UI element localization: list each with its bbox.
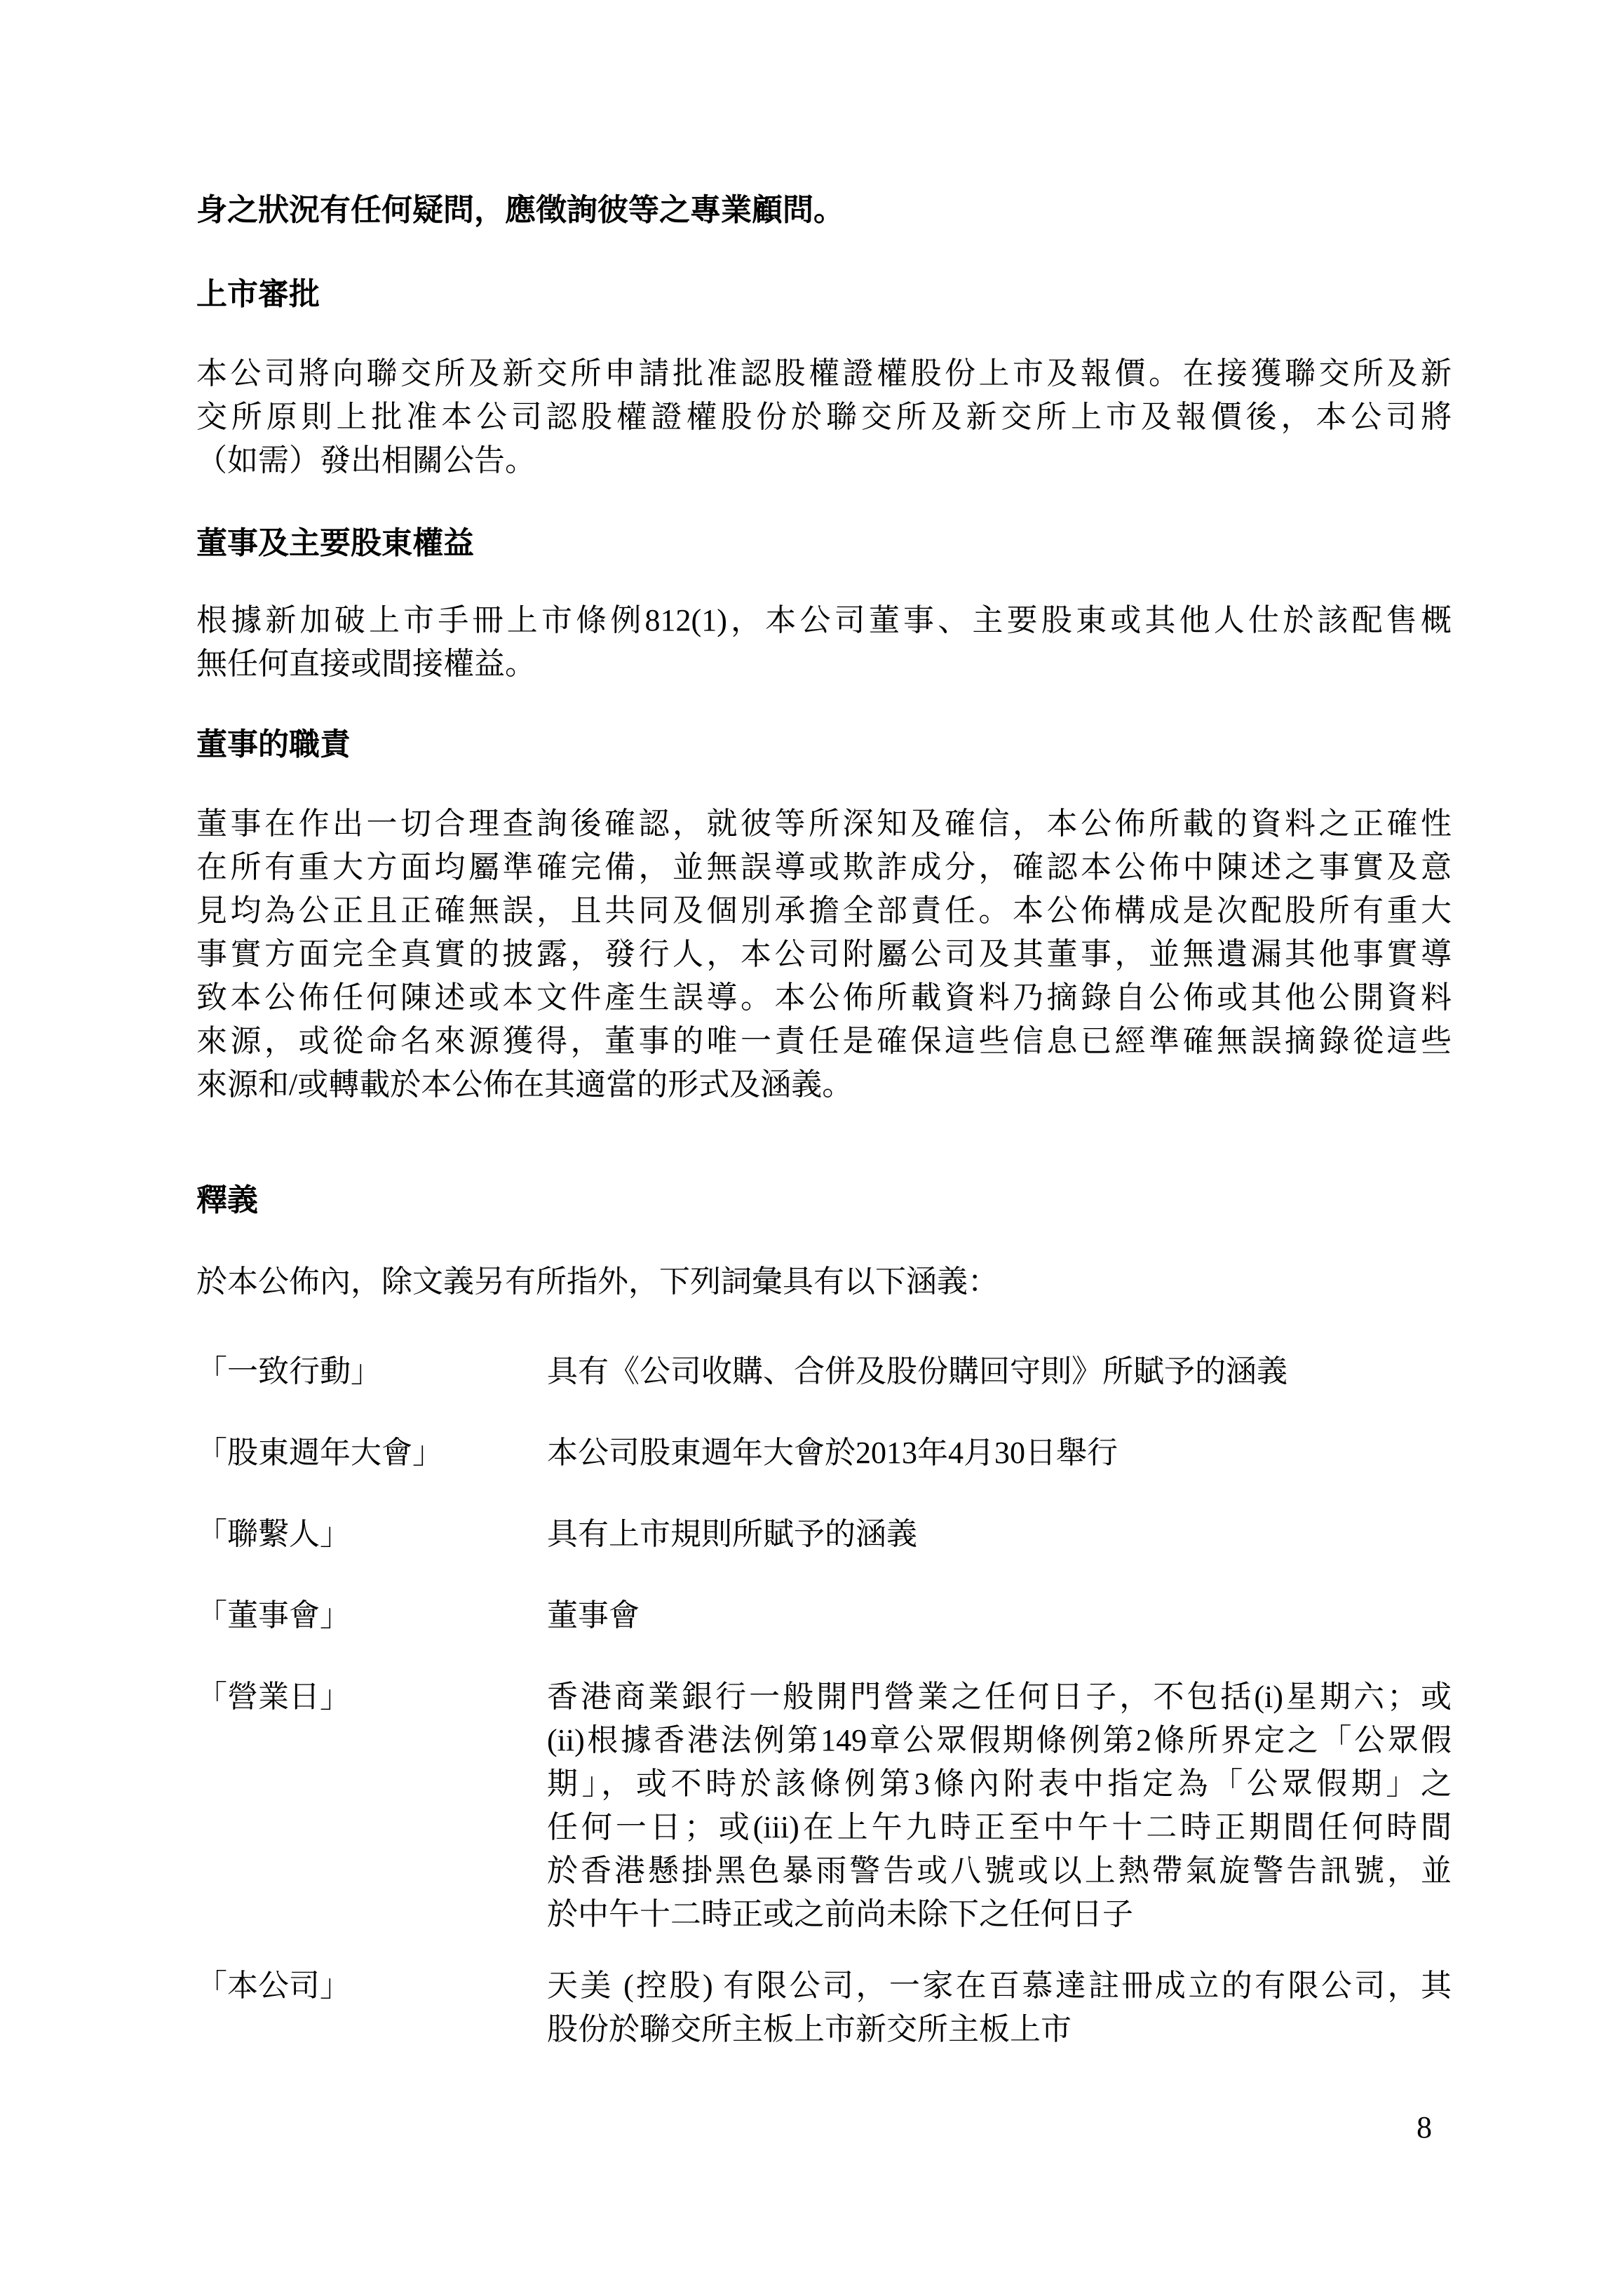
- heading-directors-responsibility: 董事的職責: [196, 727, 351, 762]
- text-line: 事實方面完全真實的披露，發行人，本公司附屬公司及其董事，並無遺漏其他事實導: [196, 937, 1452, 971]
- text-line: 任何一日；或(iii)在上午九時正至中午十二時正期間任何時間: [547, 1810, 1452, 1844]
- heading-directors-substantial-shareholders-interests: 董事及主要股東權益: [196, 526, 474, 560]
- definition-text: [547, 1675, 1452, 1936]
- text-line: 具有《公司收購、合併及股份購回守則》所賦予的涵義: [547, 1354, 1288, 1389]
- text-line: 董事在作出一切合理查詢後確認，就彼等所深知及確信，本公佈所載的資料之正確性: [196, 806, 1452, 841]
- definition-text: [547, 1513, 1452, 1556]
- definitions-intro-line: 於本公佈內，除文義另有所指外，下列詞彙具有以下涵義：: [196, 1264, 999, 1299]
- text-line: 致本公佈任何陳述或本文件產生誤導。本公佈所載資料乃摘錄自公佈或其他公開資料: [196, 980, 1452, 1015]
- definitions-list: [196, 1350, 1452, 2051]
- definition-term: 「聯繫人」: [196, 1517, 351, 1551]
- heading-definitions: 釋義: [196, 1183, 258, 1217]
- definition-row: [196, 1964, 1452, 2051]
- text-line: 在所有重大方面均屬準確完備，並無誤導或欺詐成分，確認本公佈中陳述之事實及意: [196, 850, 1452, 884]
- text-line: 於中午十二時正或之前尚未除下之任何日子: [547, 1897, 1133, 1931]
- intro-disclaimer-line: 身之狀況有任何疑問，應徵詢彼等之專業顧問。: [196, 193, 844, 227]
- text-line: 天美 (控股) 有限公司，一家在百慕達註冊成立的有限公司，其: [547, 1969, 1452, 2003]
- text-line: 本公司股東週年大會於2013年4月30日舉行: [547, 1436, 1118, 1470]
- heading-listing-approval: 上市審批: [196, 277, 320, 311]
- paragraph-directors-responsibility: [196, 802, 1452, 1107]
- text-line: （如需）發出相關公告。: [196, 443, 536, 478]
- definition-text: [547, 1431, 1452, 1475]
- definition-term: 「董事會」: [196, 1598, 351, 1633]
- paragraph-directors-interests: [196, 599, 1452, 686]
- text-line: 期」，或不時於該條例第3條內附表中指定為「公眾假期」之: [547, 1767, 1452, 1801]
- text-line: 交所原則上批准本公司認股權證權股份於聯交所及新交所上市及報價後，本公司將: [196, 400, 1452, 434]
- document-content: [196, 189, 1452, 2149]
- text-line: 來源和/或轉載於本公佈在其適當的形式及涵義。: [196, 1067, 853, 1102]
- text-line: 本公司將向聯交所及新交所申請批准認股權證權股份上市及報價。在接獲聯交所及新: [196, 356, 1452, 391]
- text-line: 股份於聯交所主板上市新交所主板上市: [547, 2012, 1072, 2046]
- text-line: 來源，或從命名來源獲得，董事的唯一責任是確保這些信息已經準確無誤摘錄從這些: [196, 1024, 1452, 1058]
- text-line: 於香港懸掛黑色暴雨警告或八號或以上熱帶氣旋警告訊號，並: [547, 1853, 1452, 1888]
- definition-text: [547, 1350, 1452, 1393]
- paragraph-listing-approval: [196, 352, 1452, 482]
- definition-term: 「本公司」: [196, 1969, 351, 2003]
- definition-text: [547, 1964, 1452, 2051]
- definition-text: [547, 1594, 1452, 1637]
- text-line: 根據新加破上市手冊上市條例812(1)，本公司董事、主要股東或其他人仕於該配售概: [196, 603, 1452, 637]
- text-line: 香港商業銀行一般開門營業之任何日子，不包括(i)星期六；或: [547, 1680, 1452, 1714]
- definition-row: [196, 1431, 1452, 1475]
- text-line: 見均為公正且正確無誤，且共同及個別承擔全部責任。本公佈構成是次配股所有重大: [196, 893, 1452, 928]
- definition-term: 「股東週年大會」: [196, 1436, 443, 1470]
- text-line: (ii)根據香港法例第149章公眾假期條例第2條所界定之「公眾假: [547, 1723, 1452, 1757]
- text-line: 無任何直接或間接權益。: [196, 647, 536, 681]
- page-number: 8: [1417, 2110, 1432, 2145]
- definition-row: [196, 1594, 1452, 1637]
- definition-row: [196, 1513, 1452, 1556]
- text-line: 董事會: [547, 1598, 640, 1633]
- definition-row: [196, 1350, 1452, 1393]
- text-line: 具有上市規則所賦予的涵義: [547, 1517, 917, 1551]
- definition-term: 「一致行動」: [196, 1354, 381, 1389]
- definition-row: [196, 1675, 1452, 1936]
- definition-term: 「營業日」: [196, 1680, 351, 1714]
